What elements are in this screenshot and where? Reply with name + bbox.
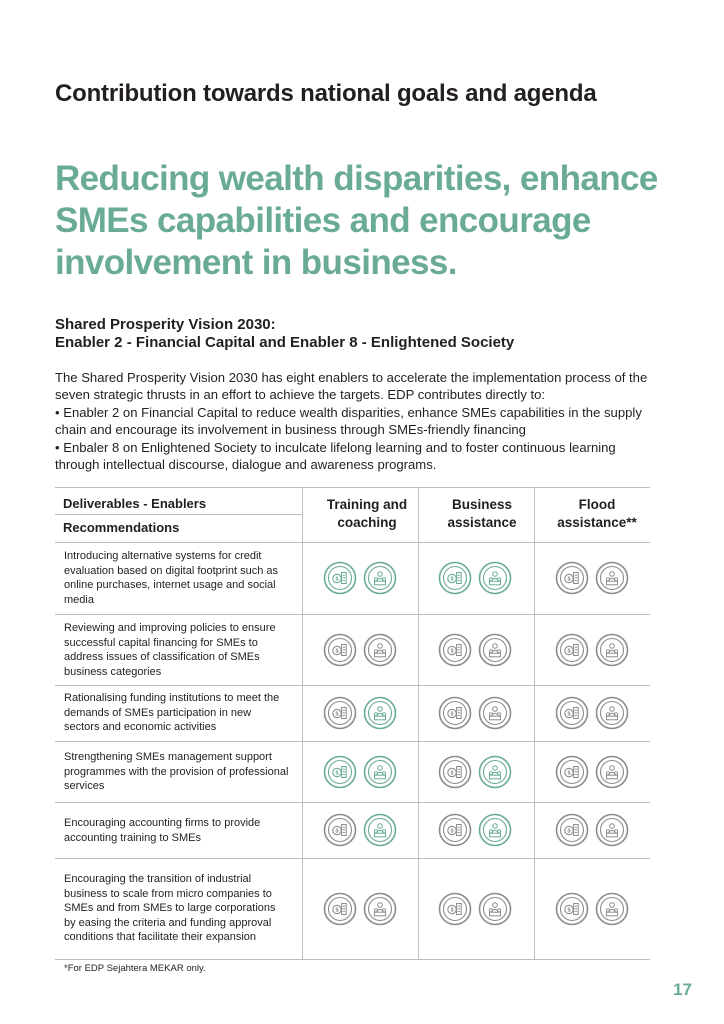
people-icon <box>363 892 397 926</box>
icon-pair <box>438 633 512 667</box>
financing-icon <box>323 755 357 789</box>
people-icon <box>363 561 397 595</box>
deliverables-table <box>55 487 650 960</box>
people-icon <box>478 696 512 730</box>
financing-icon <box>555 633 589 667</box>
table-top-border <box>55 487 650 488</box>
people-icon <box>478 633 512 667</box>
financing-icon <box>323 561 357 595</box>
icon-pair <box>555 696 629 730</box>
table-row-label: Strengthening SMEs management support programmes with the provision of professional services <box>64 751 289 793</box>
financing-icon <box>438 892 472 926</box>
financing-icon <box>438 813 472 847</box>
header-divider <box>55 514 302 515</box>
intro-paragraph <box>55 369 655 473</box>
svg-text:$: $ <box>450 648 454 655</box>
svg-text:$: $ <box>567 907 571 914</box>
table-row-label: Encouraging accounting firms to provide accounting training to SMEs <box>64 817 261 844</box>
financing-icon <box>555 755 589 789</box>
subheading-line-2: Enabler 2 - Financial Capital and Enabler 8 - Enlightened Society <box>55 334 515 351</box>
icon-pair <box>323 633 397 667</box>
icon-pair <box>323 813 397 847</box>
people-icon <box>595 633 629 667</box>
icon-pair <box>555 561 629 595</box>
icon-pair <box>438 561 512 595</box>
icon-pair <box>323 696 397 730</box>
table-row-label: Reviewing and improving policies to ensure successful capital financing for SMEs to address issues of classification of SMEs business categories <box>64 622 276 678</box>
svg-text:$: $ <box>335 770 339 777</box>
icon-pair <box>438 755 512 789</box>
icon-pair <box>438 696 512 730</box>
header-deliverables: Deliverables - Enablers <box>63 496 207 511</box>
table-bottom-border <box>55 959 650 960</box>
financing-icon <box>555 892 589 926</box>
people-icon <box>478 561 512 595</box>
people-icon <box>363 633 397 667</box>
svg-text:$: $ <box>567 828 571 835</box>
people-icon <box>595 892 629 926</box>
people-icon <box>478 755 512 789</box>
column-header-training: Training and coaching <box>326 497 408 530</box>
svg-text:$: $ <box>335 828 339 835</box>
svg-text:$: $ <box>450 711 454 718</box>
financing-icon <box>438 696 472 730</box>
svg-text:$: $ <box>335 648 339 655</box>
financing-icon <box>323 813 357 847</box>
svg-text:$: $ <box>450 828 454 835</box>
icon-pair <box>555 755 629 789</box>
financing-icon <box>555 813 589 847</box>
people-icon <box>595 561 629 595</box>
column-divider <box>418 487 419 960</box>
people-icon <box>595 755 629 789</box>
svg-text:$: $ <box>450 770 454 777</box>
financing-icon <box>438 633 472 667</box>
headline: Reducing wealth disparities, enhance SMEs capabilities and encourage involvement in business. <box>55 159 658 282</box>
subheading-line-1: Shared Prosperity Vision 2030: <box>55 316 276 333</box>
svg-text:$: $ <box>567 770 571 777</box>
people-icon <box>363 755 397 789</box>
column-header-business: Business assistance <box>447 497 517 530</box>
svg-text:$: $ <box>567 711 571 718</box>
icon-pair <box>555 813 629 847</box>
icon-pair <box>555 633 629 667</box>
people-icon <box>363 696 397 730</box>
people-icon <box>595 813 629 847</box>
column-divider <box>534 487 535 960</box>
table-row-label: Introducing alternative systems for credit evaluation based on digital footprint such as online purchases, internet usage and social media <box>64 550 279 606</box>
svg-text:$: $ <box>450 576 454 583</box>
people-icon <box>478 892 512 926</box>
icon-pair <box>323 561 397 595</box>
icon-pair <box>438 892 512 926</box>
financing-icon <box>555 696 589 730</box>
financing-icon <box>438 755 472 789</box>
row-divider <box>55 614 650 615</box>
svg-text:$: $ <box>335 907 339 914</box>
row-divider <box>55 542 650 543</box>
financing-icon <box>323 892 357 926</box>
people-icon <box>595 696 629 730</box>
intro-text: The Shared Prosperity Vision 2030 has eight enablers to accelerate the implementation process of the seven strategic thrusts in an effort to achieve the targets. EDP contributes directly to: <box>55 370 648 403</box>
financing-icon <box>323 633 357 667</box>
people-icon <box>363 813 397 847</box>
bullet-enabler-2: • Enabler 2 on Financial Capital to reduce wealth disparities, enhance SMEs capabilities in the supply chain and encourage its involvement in business through SMEs-friendly financing <box>55 404 642 438</box>
svg-text:$: $ <box>567 648 571 655</box>
svg-text:$: $ <box>335 576 339 583</box>
bullet-enabler-8: • Enbaler 8 on Enlightened Society to inculcate lifelong learning and to foster continuous learning through intellectual discourse, dialogue and awareness programs. <box>55 439 616 473</box>
row-divider <box>55 858 650 859</box>
footnote: *For EDP Sejahtera MEKAR only. <box>64 963 206 974</box>
row-divider <box>55 802 650 803</box>
financing-icon <box>555 561 589 595</box>
section-title: Contribution towards national goals and agenda <box>55 80 597 107</box>
icon-pair <box>323 755 397 789</box>
row-divider <box>55 741 650 742</box>
financing-icon <box>323 696 357 730</box>
row-divider <box>55 685 650 686</box>
table-row-label: Encouraging the transition of industrial business to scale from micro companies to SMEs and from SMEs to large corporations by easing the criteria and funding approval conditions that facilitate their expansion <box>64 873 276 944</box>
svg-text:$: $ <box>450 907 454 914</box>
column-divider <box>302 487 303 960</box>
subheading <box>55 316 514 352</box>
financing-icon <box>438 561 472 595</box>
page-number: 17 <box>673 980 692 999</box>
people-icon <box>478 813 512 847</box>
table-row-label: Rationalising funding institutions to meet the demands of SMEs participation in new sectors and economic activities <box>64 692 280 734</box>
svg-text:$: $ <box>567 576 571 583</box>
header-recommendations: Recommendations <box>63 520 180 535</box>
column-header-flood: Flood assistance** <box>557 497 637 530</box>
icon-pair <box>555 892 629 926</box>
icon-pair <box>438 813 512 847</box>
icon-pair <box>323 892 397 926</box>
svg-text:$: $ <box>335 711 339 718</box>
